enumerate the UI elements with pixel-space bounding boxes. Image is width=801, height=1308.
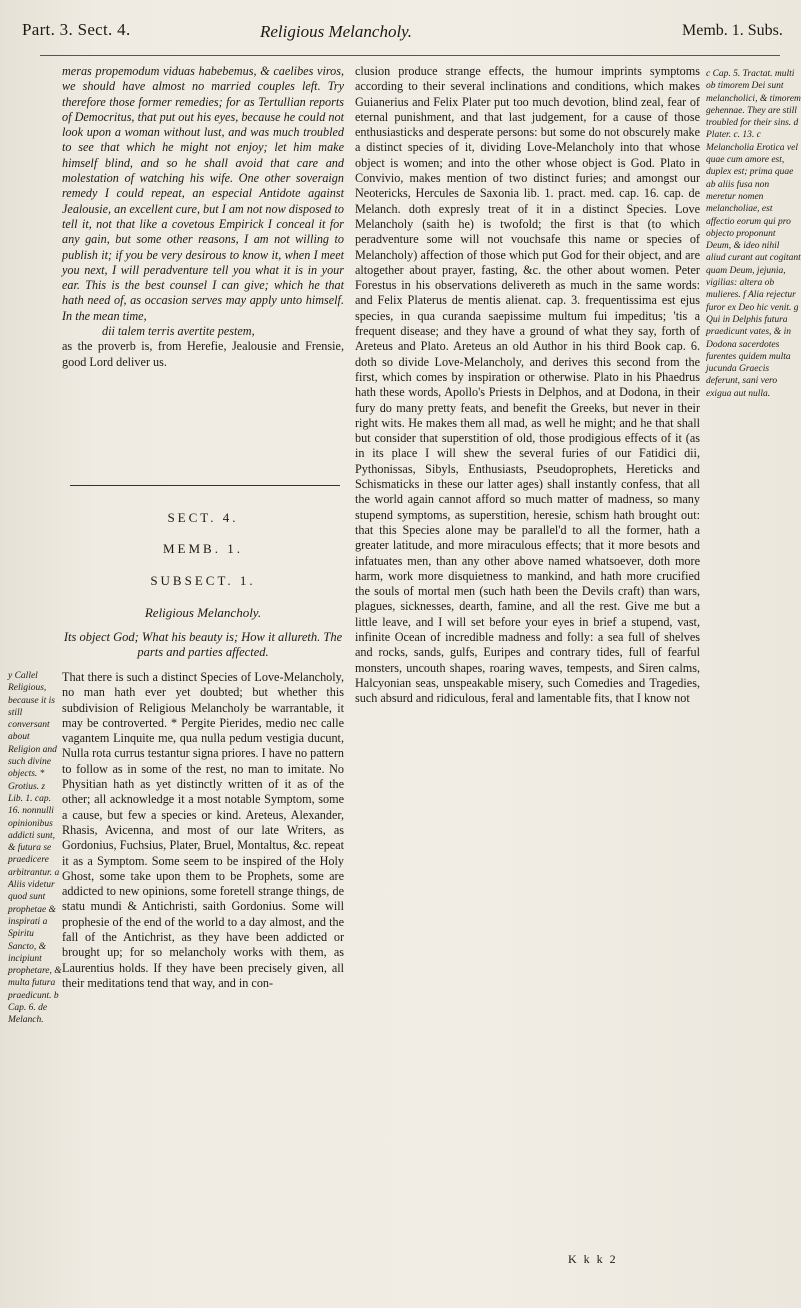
left-column-top	[62, 64, 344, 370]
section-divider	[70, 485, 340, 486]
header-rule	[40, 55, 780, 56]
header-memb: Memb. 1. Subs.	[682, 22, 783, 39]
left-bottom-text: That there is such a distinct Species of Love-Melancholy, no man hath ever yet doubted; but whether this subdivision of Religious Melancholy be warrantable, it may be controverted. * Pergite Pierides, medio nec calle vagantem Linquite me, qua nulla pedum vestigia ducunt, Nulla rota currus testantur signa priores. I have no pattern to follow as in some of the rest, no man to imitate. No Physitian hath as yet distinctly written of it as of the other; all acknowledge it a most notable Symptom, some a cause, but few a species or kind. Areteus, Alexander, Rhasis, Avicenna, and most of our late Writers, as Gordonius, Fuchsius, Plater, Bruel, Montaltus, &c. repeat it as a Symptom. Some seem to be inspired of the Holy Ghost, some take upon them to be Prophets, some are addicted to new opinions, some foretell strange things, de statu mundi & Antichristi, saith Gordonius. Some will prophesie of the end of the world to a day almost, and the fall of the Antichrist, as they have been addicted or brought up; for so melancholy works with them, as Laurentius holds. If they have been precisely given, all their meditations tend that way, and in con-	[62, 670, 344, 990]
section-summary: Its object God; What his beauty is; How it allureth. The parts and parties affected.	[63, 630, 343, 659]
verse-line: dii talem terris avertite pestem,	[102, 324, 255, 339]
left-margin-notes: y Callel Religious, because it is still conversant about Religion and such divine objects. * Grotius. z Lib. 1. cap. 16. nonnulli opinionibus addicti sunt, & futura se praedicere arbitrantur. a Aliis videtur quod sunt prophetae & inspirati a Spiritu Sancto, & incipiunt prophetare, & multa futura praedicunt. b Cap. 6. de Melanch.	[8, 671, 62, 1026]
right-text: clusion produce strange effects, the humour imprints symptoms according to their several inclinations and conditions, which makes Guianerius and Felix Plater put too much devotion, blind zeal, fear of eternal punishment, and that last judgement, for a cause of those enthusiasticks and desperate persons: but some do not obscurely make a distinct species of it, dividing Love-Melancholy into that whose object is women; and into the other whose object is God. Plato in Convivio, makes mention of two distinct furies; and amongst our Neotericks, Hercules de Saxonia lib. 1. pract. med. cap. 16. cap. de Melanch. doth expresly treat of it in a distinct Species. Love Melancholy (saith he) is twofold; the first is that (to which peradventure some will not vouchsafe this name or species of Melancholy) affection of those which put God for their object, and are altogether about prayer, fasting, &c. the other about women. Peter Forestus in his observations delivereth as much in the same words: and Felix Platerus de mentis alienat. cap. 3. frequentissima est ejus species, in qua curanda saepissime multum fui impeditus; 'tis a frequent disease; and they have a ground of what they say, forth of Areteus and Plato. Areteus an old Author in his third Book cap. 6. doth so divide Love-Melancholy, and derives this second from the first, which comes by inspiration or otherwise. Plato in his Phaedrus hath these words, Apollo's Priests in Delphos, and at Dodona, in their fury do many pretty feats, and benefit the Greeks, but never in their right wits. He makes them all mad, as well he might; and he that shall but consider that superstition of old, those prodigious effects of it (as in its place I will shew the several furies of our Fatidici dii, Pythonissas, Sibyls, Enthusiasts, Pseudoprophets, Hereticks and Schismaticks in these our latter ages) shall instantly confess, that all the world again cannot afford so much matter of madness, so many stupend symptoms, as superstition, heresie, schism hath brought out: that this Species alone may be parallel'd to all the former, hath a greater latitude, and more miraculous effects; that it more besots and infatuates men, than any other above named whatsoever, doth more harm, work more disquietness to mankind, and hath more crucified the souls of mortal men (such hath been the Devils craft) than wars, plagues, sicknesses, dearth, famine, and all the rest. Give me but a little leave, and I will set before your eyes in brief a stupend, vast, infinite Ocean of incredible madness and folly: a sea full of shelves and rocks, sands, gulfs, Euripes and contrary tides, full of fearful monsters, uncouth shapes, roaring waves, tempests, and Siren calms, Halcyonian seas, unspeakable misery, such Comedies and Tragedies, such absurd and ridiculous, feral and lamentable fits, that I know not	[355, 64, 700, 706]
left-column-bottom	[62, 670, 344, 991]
page-header	[0, 0, 801, 64]
memb-heading: MEMB. 1.	[163, 541, 243, 556]
right-column	[355, 64, 700, 706]
section-title: Religious Melancholy.	[144, 605, 262, 620]
left-top-end: as the proverb is, from Herefie, Jealousie and Frensie, good Lord deliver us.	[62, 339, 344, 369]
subsect-heading: SUBSECT. 1.	[150, 573, 256, 588]
right-margin-notes: c Cap. 5. Tractat. multi ob timorem Dei sunt melancholici, & timorem gehennae. They are still troubled for their sins. d Plater. c. 13. c Melancholia Erotica vel quae cum amore est, duplex est; prima quae ab aliis fusa non meretur nomen melancholiae, est affectio eorum qui pro objecto proponunt Deum, & ideo nihil aliud curant aut cogitant quam Deum, jejunia, vigilias: altera ob mulieres. f Alia rejectur furor ex Deo hic venit. g Qui in Delphis futura praedicunt vates, & in Dodona sacerdotes furentes quidem multa jucunda Graecis deferunt, sani vero exigua aut nulla.	[706, 69, 801, 399]
signature-mark: K k k 2	[568, 1252, 618, 1266]
left-top-text: meras propemodum viduas habebemus, & caelibes viros, we should have almost no married couples left. Try therefore those former remedies; for as Tertullian reports of Democritus, that put out his eyes, because he could not look upon a woman without lust, and was much troubled to see that which he might not enjoy; let him make himself blind, and so he shall avoid that care and molestation of watching his wife. One other soveraign remedy I could repeat, an especial Antidote against Jealousie, an excellent cure, but I am not now disposed to tell it, not that like a covetous Empirick I conceal it for any gain, but some other reasons, I am not willing to publish it; if you be very desirous to know it, when I meet you next, I will peradventure tell you what it is in your ear. This is the best counsel I can give; which he that hath need of, as occasion serves may apply unto himself. In the mean time,	[62, 64, 344, 323]
header-title: Religious Melancholy.	[260, 22, 413, 41]
sect-heading: SECT. 4.	[167, 510, 239, 525]
header-part: Part. 3. Sect. 4.	[22, 20, 131, 39]
